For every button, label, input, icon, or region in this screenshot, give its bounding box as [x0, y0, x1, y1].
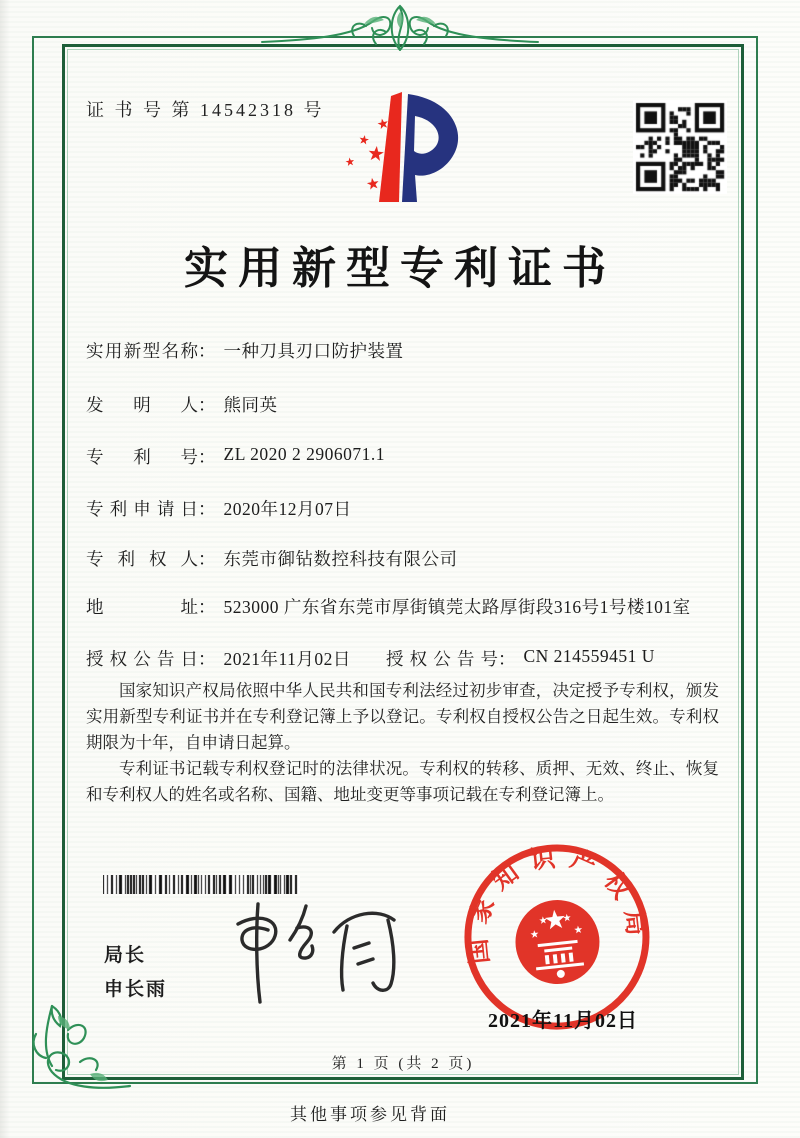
field-label: 专利权人 [86, 549, 198, 569]
qr-code [633, 100, 727, 194]
field-colon: ： [198, 549, 216, 569]
seal-national-emblem [511, 896, 603, 988]
field-patent-number [86, 444, 385, 469]
field-utility-model-name [86, 338, 404, 363]
signer-name: 申长雨 [104, 979, 168, 1000]
field-value: 熊同英 [223, 395, 278, 415]
seal-ring-text: 国家知识产权局 [463, 843, 651, 966]
field-value: 一种刀具刃口防护装置 [223, 341, 404, 361]
statement-paragraph-2: 专利证书记载专利权登记时的法律状况。专利权的转移、质押、无效、终止、恢复和专利权人的姓名或名称、国籍、地址变更等事项记载在专利登记簿上。 [86, 759, 719, 804]
field-label: 地址 [86, 597, 198, 617]
field-filing-date [86, 496, 352, 521]
logo-p-shape [402, 94, 458, 202]
field-label: 实用新型名称 [86, 341, 198, 361]
field-colon: ： [198, 447, 216, 467]
signature-handwriting [202, 896, 424, 1011]
back-side-note: 其他事项参见背面 [290, 1105, 450, 1124]
field-colon: ： [198, 499, 216, 519]
page-number: 第 1 页 (共 2 页) [331, 1056, 475, 1072]
logo-wedge [379, 92, 402, 202]
field-label: 授权公告日 [86, 649, 198, 669]
field-colon: ： [498, 649, 516, 669]
field-grant-date [86, 646, 351, 669]
field-colon: ： [198, 649, 216, 669]
field-colon: ： [198, 395, 216, 415]
field-address [86, 594, 729, 620]
cnipa-logo [330, 90, 480, 210]
field-colon: ： [198, 341, 216, 361]
legal-statement [86, 678, 719, 808]
field-value: 东莞市御钻数控科技有限公司 [223, 549, 458, 569]
seal-date: 2021年11月02日 [488, 1010, 638, 1032]
field-inventor [86, 392, 278, 417]
field-value: 2020年12月07日 [223, 499, 352, 519]
field-value: 2021年11月02日 [223, 649, 351, 669]
barcode [103, 875, 300, 894]
field-patentee [86, 546, 458, 571]
field-label: 专利号 [86, 447, 198, 467]
field-value: ZL 2020 2 2906071.1 [223, 444, 385, 464]
field-label: 发明人 [86, 395, 198, 415]
field-label: 专利申请日 [86, 499, 198, 519]
field-label: 授权公告号 [386, 649, 498, 669]
field-value: 523000 广东省东莞市厚街镇莞太路厚街段316号1号楼101室 [223, 597, 691, 617]
field-grant-number [386, 646, 655, 671]
signer-title: 局长 [104, 945, 147, 966]
certificate-title: 实用新型专利证书 [184, 244, 616, 293]
statement-paragraph-1: 国家知识产权局依照中华人民共和国专利法经过初步审查，决定授予专利权，颁发实用新型专利证书并在专利登记簿上予以登记。专利权自授权公告之日起生效。专利权期限为十年，自申请日起算。 [86, 681, 719, 752]
top-flourish-ornament [258, 2, 542, 62]
field-colon: ： [198, 597, 216, 617]
certificate-number: 证 书 号 第 14542318 号 [86, 100, 325, 120]
field-value: CN 214559451 U [523, 646, 655, 666]
field-grant-row [86, 646, 655, 671]
